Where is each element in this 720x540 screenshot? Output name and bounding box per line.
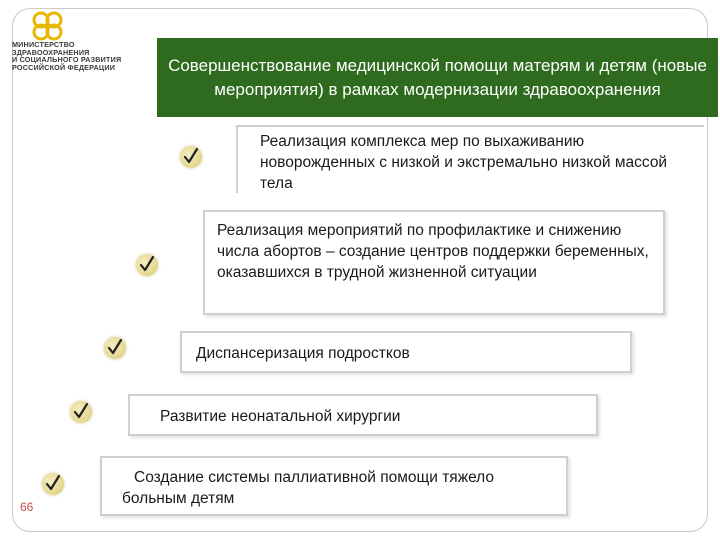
measure-item-5	[100, 456, 568, 516]
measure-item-4	[128, 394, 598, 436]
measure-text-3: Диспансеризация подростков	[196, 345, 410, 362]
logo-line: РОССИЙСКОЙ ФЕДЕРАЦИИ	[12, 62, 116, 72]
logo-line: МИНИСТЕРСТВО	[12, 40, 75, 49]
ministry-emblem-icon	[28, 8, 68, 44]
slide-title: Совершенствование медицинской помощи матерям и детям (новые мероприятия) в рамках модернизации здравоохранения	[157, 38, 718, 117]
measure-text-2: Реализация мероприятий по профилактике и снижению числа абортов – создание центров поддержки беременных, оказавшихся в трудной жизненной ситуации	[217, 222, 649, 281]
page-number: 66	[20, 500, 34, 514]
check-icon	[104, 337, 126, 359]
check-icon	[180, 146, 202, 168]
measure-item-1	[236, 125, 704, 193]
logo-text	[12, 41, 162, 71]
measure-text-4: Развитие неонатальной хирургии	[160, 408, 401, 425]
check-icon	[42, 473, 64, 495]
check-icon	[70, 401, 92, 423]
measure-text-1: Реализация комплекса мер по выхаживанию новорожденных с низкой и экстремально низкой массой тела	[260, 133, 668, 192]
measure-item-3	[180, 331, 632, 373]
check-icon	[136, 254, 158, 276]
logo-line: ЗДРАВООХРАНЕНИЯ	[12, 47, 90, 57]
logo-line: И СОЦИАЛЬНОГО РАЗВИТИЯ	[12, 55, 122, 65]
measure-text-5: Создание системы паллиативной помощи тяжело больным детям	[122, 469, 495, 507]
measure-item-2	[203, 210, 665, 315]
ministry-logo	[10, 8, 160, 72]
